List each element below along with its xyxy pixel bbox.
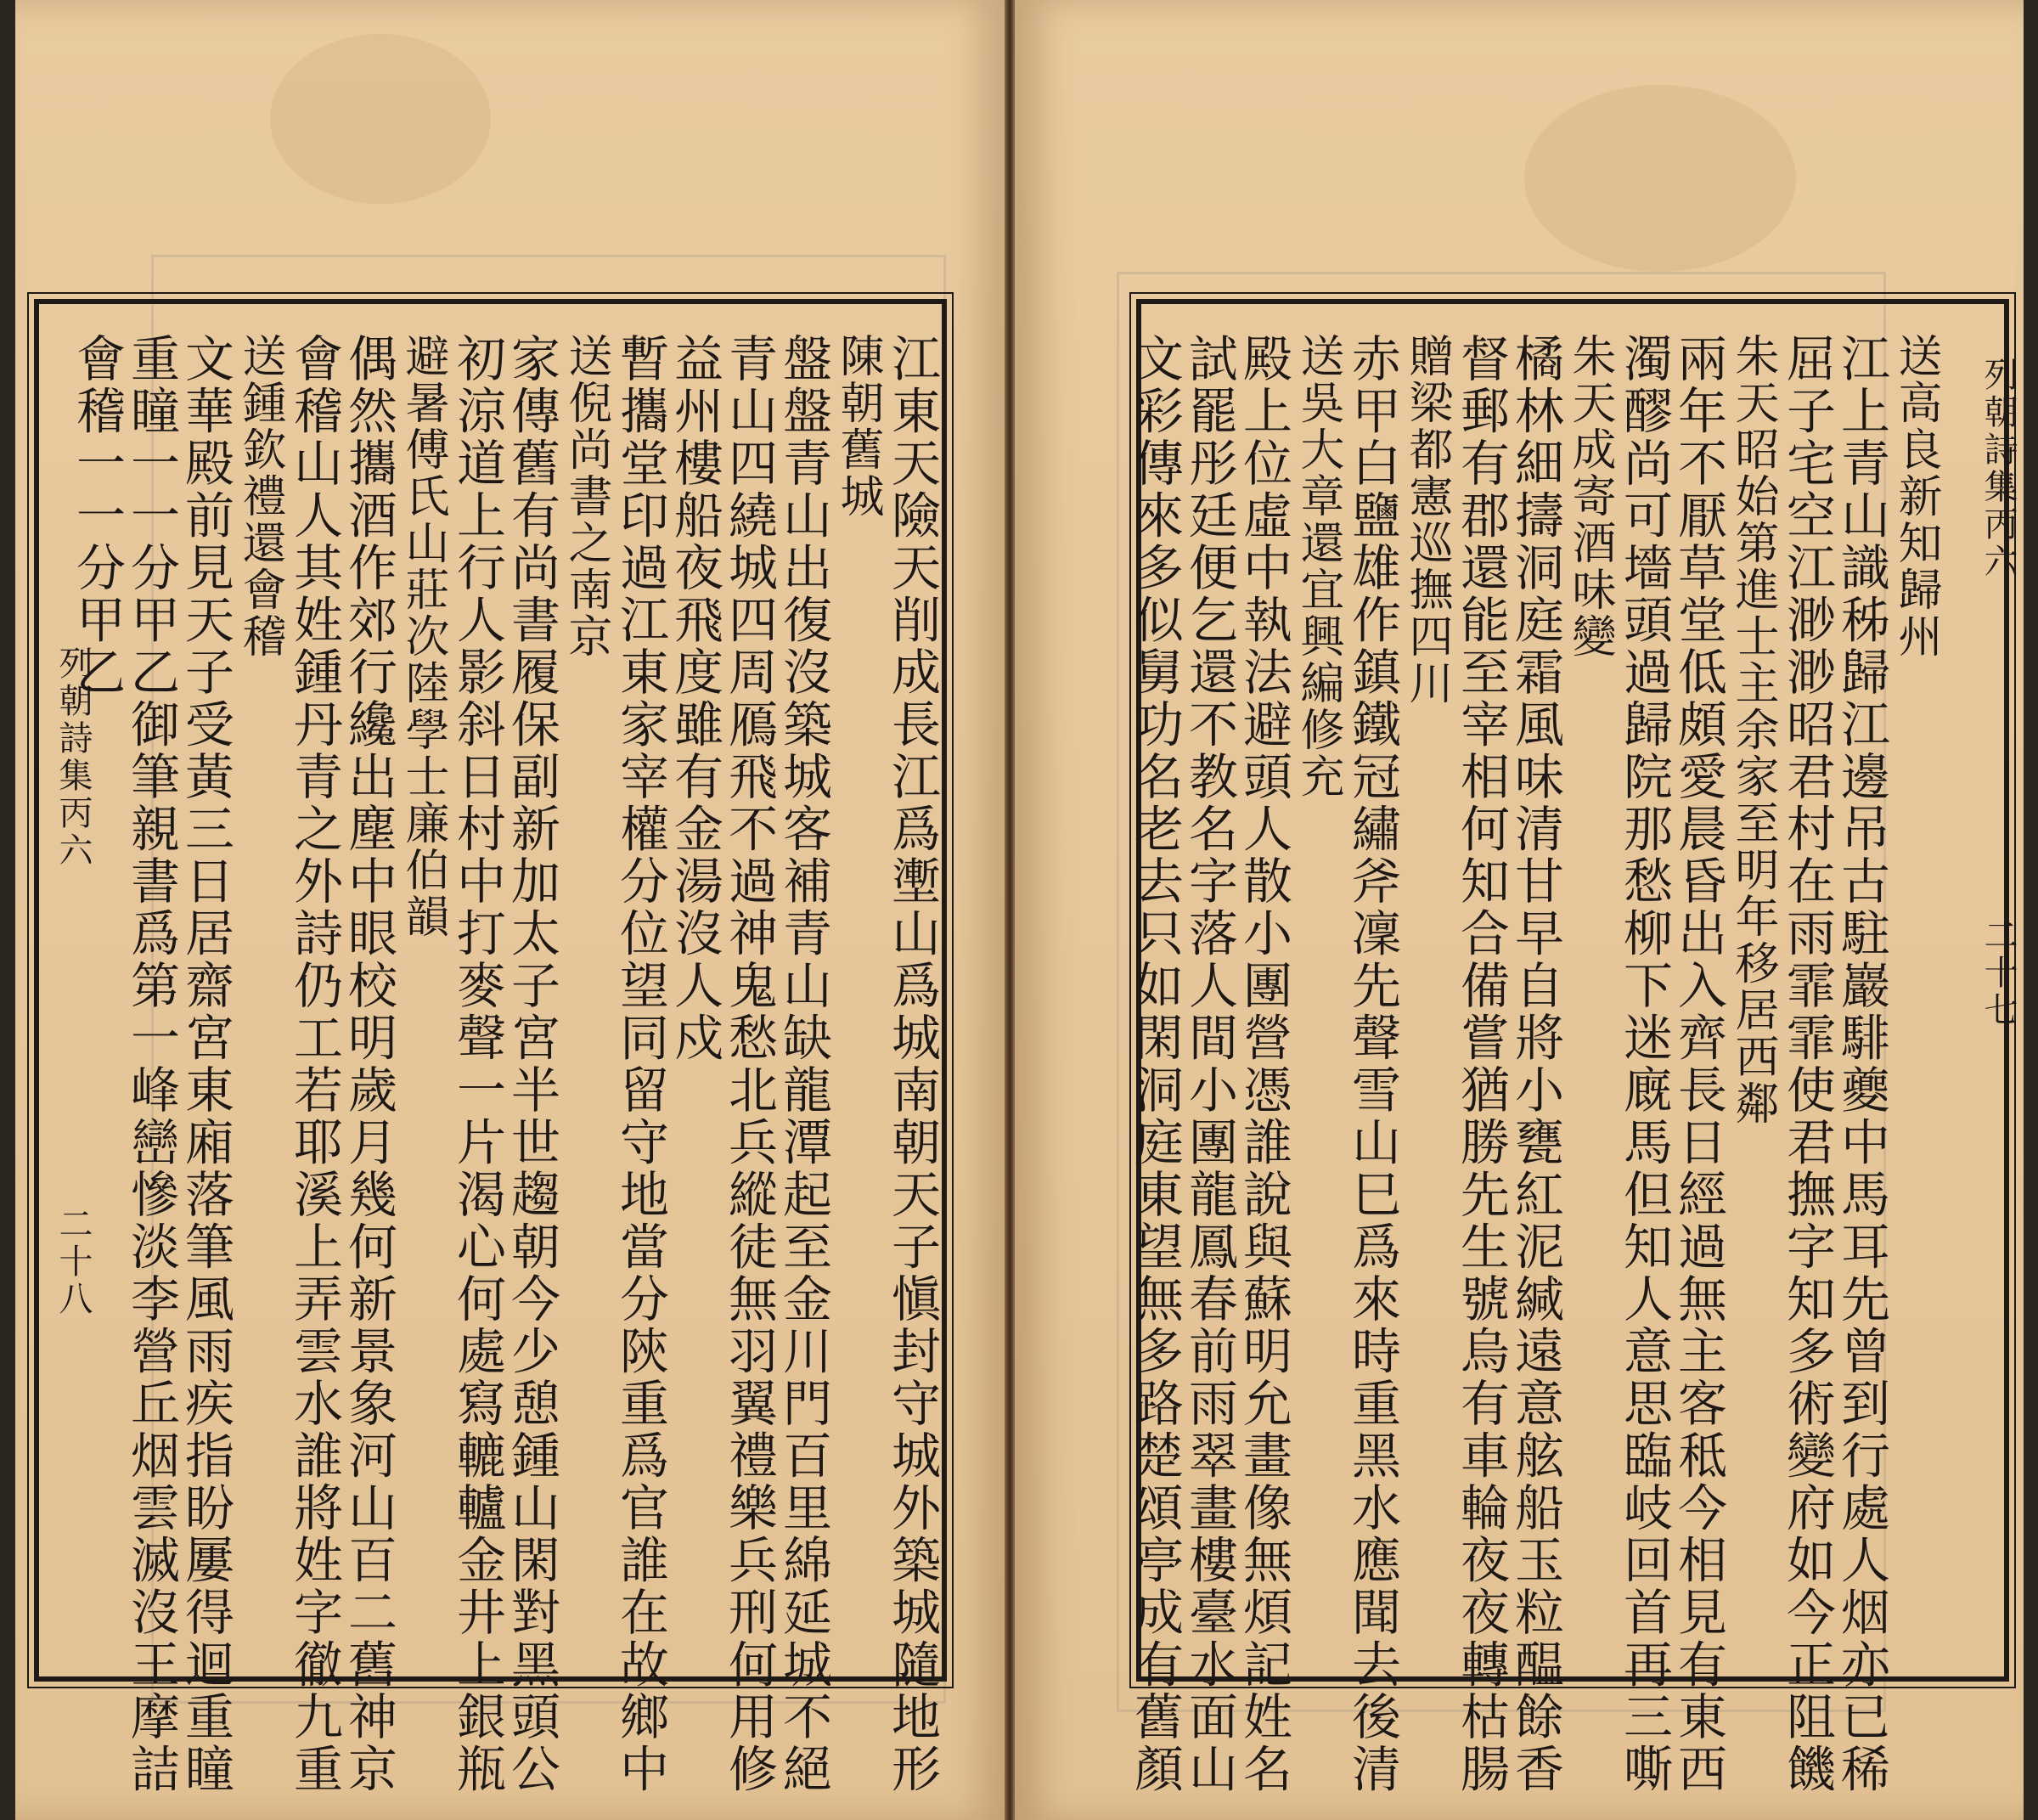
text-column: 初涼道上行人影斜日村中打麥聲一片渴心何處寫轆轤金井上銀瓶 <box>448 333 506 1795</box>
page-number: 二十七 <box>1979 917 2018 1029</box>
poem-title: 陳朝舊城 <box>832 333 883 520</box>
text-column: 文華殿前見天子受黃三日居齋宮東廂落筆風雨疾指盼屢得迴重瞳 <box>177 333 234 1795</box>
paper-stain <box>270 34 491 204</box>
text-column: 殿上位虛中執法避頭人散小團營憑誰說與蘇明允畫像無煩記姓名 <box>1235 333 1292 1795</box>
text-column: 江上青山識秭歸江邊吊古駐巖騑夔中馬耳先曾到行處人烟亦已稀 <box>1833 333 1890 1795</box>
text-column: 江東天險天削成長江爲壍山爲城南朝天子愼封守城外築城隨地形 <box>883 333 941 1795</box>
text-column: 會稽一一分甲乙 <box>68 333 126 699</box>
text-column: 濁醪尚可墻頭過歸院那愁柳下迷廐馬但知人意思臨岐回首再三嘶 <box>1615 333 1673 1795</box>
text-column: 橘林細擣洞庭霜風味清甘早自將小甕紅泥緘遠意舷船玉粒醖餘香 <box>1506 333 1564 1795</box>
text-column: 偶然攜酒作郊行纔出塵中眼校明歲月幾何新景象河山百二舊神京 <box>340 333 397 1795</box>
poem-title: 送鍾欽禮還會稽 <box>234 333 285 660</box>
fore-edge-label: 列朝詩集丙六 <box>1979 357 2018 581</box>
text-column: 暫攜堂印過江東家宰權分位望同留守地當分陝重爲官誰在故鄉中 <box>611 333 669 1795</box>
text-column: 青山四繞城四周鴈飛不過神鬼愁北兵縱徒無羽翼禮樂兵刑何用修 <box>720 333 778 1795</box>
text-column: 兩年不厭草堂低頗愛晨昏出入齊長日經過無主客秪今相見有東西 <box>1669 333 1727 1795</box>
fore-edge-label: 列朝詩集丙六 <box>53 645 93 870</box>
text-column: 試罷彤廷便乞還不教名字落人間小團龍鳳春前雨翠畫樓臺水面山 <box>1180 333 1238 1795</box>
right-text-frame <box>1126 299 2009 1795</box>
poem-title: 送吳大章還宜興編修充 <box>1292 333 1343 800</box>
text-column: 文彩傳來多似舅功名老去只如閑洞庭東望無多路楚頌亭成有舊顏 <box>1126 333 1184 1795</box>
text-column: 家傳舊有尚書履保副新加太子宮半世趨朝今少憩鍾山閑對黑頭公 <box>503 333 560 1795</box>
poem-title: 朱天成寄酒味變 <box>1564 333 1615 660</box>
poem-title: 送倪尚書之南京 <box>560 333 611 660</box>
text-column: 會稽山人其姓鍾丹青之外詩仍工若耶溪上弄雲水誰將姓字徹九重 <box>285 333 343 1795</box>
text-column: 屈子宅空江渺渺昭君村在雨霏霏使君撫字知多術變府如今正阻饑 <box>1778 333 1836 1795</box>
left-text-frame <box>34 299 947 1795</box>
poem-title: 送高良新知歸州 <box>1890 333 1941 660</box>
poem-title: 贈梁都憲巡撫四川 <box>1401 333 1452 707</box>
right-page <box>1015 0 2024 1820</box>
text-column: 督郵有郡還能至宰相何知合備嘗猶勝先生號烏有車輪夜夜轉枯腸 <box>1452 333 1510 1795</box>
left-page <box>15 0 1005 1820</box>
paper-stain <box>1524 85 1796 272</box>
poem-title: 朱天昭始第進士主余家至明年移居西鄰 <box>1727 333 1778 1127</box>
text-column: 益州樓船夜飛度雖有金湯沒人戍 <box>666 333 723 1064</box>
poem-title: 避暑傅氏山莊次陸學士廉伯韻 <box>397 333 448 940</box>
binding-gutter <box>1005 0 1015 1820</box>
page-number: 二十八 <box>53 1206 93 1318</box>
text-column: 盤盤青山出復沒築城客補青山缺龍潭起至金川門百里綿延城不絕 <box>774 333 832 1795</box>
text-column: 重瞳一一分甲乙御筆親書爲第一峰巒慘淡李營丘烟雲滅沒王摩詰 <box>122 333 180 1795</box>
text-column: 赤甲白鹽雄作鎮鐵冠繡斧凜先聲雪山巳爲來時重黑水應聞去後清 <box>1343 333 1401 1795</box>
